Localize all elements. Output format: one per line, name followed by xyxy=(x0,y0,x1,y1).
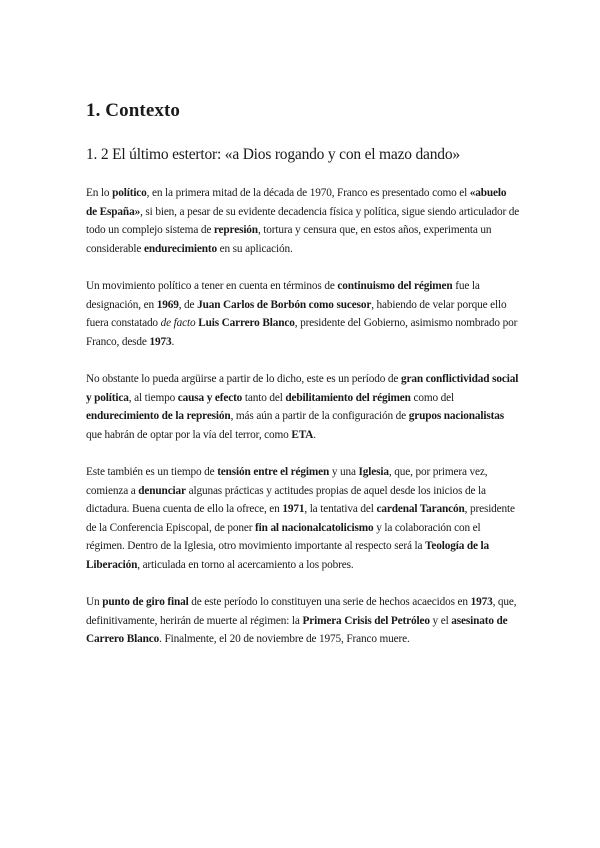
text-run: , al tiempo xyxy=(128,391,178,404)
paragraph-1 xyxy=(86,184,520,258)
bold-term: grupos nacionalistas xyxy=(408,410,504,422)
text-run: Este también es un tiempo de xyxy=(86,466,218,478)
bold-term: debilitamiento del régimen xyxy=(285,391,411,404)
paragraph-3 xyxy=(86,370,520,444)
bold-term: Primera Crisis del Petróleo xyxy=(302,614,430,627)
text-run: , presidente de la Conferencia Episcopal, de poner xyxy=(86,503,515,534)
bold-term: endurecimiento de la represión xyxy=(86,410,231,422)
body-text xyxy=(86,184,520,649)
bold-term: 1969 xyxy=(156,298,179,311)
paragraph-4 xyxy=(86,463,520,574)
bold-term: 1973 xyxy=(470,596,493,608)
bold-term: ETA xyxy=(291,428,314,441)
text-run: , habiendo de velar porque ello fuera constatado xyxy=(86,298,507,329)
text-run: en su aplicación. xyxy=(216,242,293,255)
bold-term: denunciar xyxy=(138,484,186,497)
text-run: , de xyxy=(178,298,198,311)
text-run: En lo xyxy=(86,187,113,199)
text-run: Un xyxy=(86,596,103,608)
text-run: tanto del xyxy=(242,391,286,404)
text-run: , presidente del Gobierno, asimismo nombrado por Franco, desde xyxy=(86,317,518,348)
bold-term: cardenal Tarancón xyxy=(376,503,465,515)
text-run: , articulada en torno al acercamiento a los pobres. xyxy=(137,558,354,571)
bold-term: continuismo del régimen xyxy=(337,280,453,292)
text-run: . Finalmente, el 20 de noviembre de 1975, Franco muere. xyxy=(159,633,410,645)
bold-term: tensión entre el régimen xyxy=(217,466,330,478)
text-run: y una xyxy=(329,466,359,478)
bold-term: represión xyxy=(213,224,258,236)
text-run: que habrán de optar por la vía del terror, como xyxy=(86,428,292,441)
bold-term: punto de giro final xyxy=(102,596,189,608)
bold-term: Luis Carrero Blanco xyxy=(198,317,295,329)
text-run: de este período lo constituyen una serie de hechos acaecidos en xyxy=(188,596,471,608)
section-heading: 1. Contexto xyxy=(86,100,180,121)
text-run: . xyxy=(313,428,316,441)
bold-term: asesinato de Carrero Blanco xyxy=(86,614,508,645)
text-run: , si bien, a pesar de su evidente decadencia física y política, sigue siendo articulador de todo un complejo sistema de xyxy=(86,205,520,236)
text-run: , que, por primera vez, comienza a xyxy=(86,466,488,497)
bold-term: gran conflictividad social y política xyxy=(86,373,519,404)
text-run: y la colaboración con el régimen. Dentro de la Iglesia, otro movimiento importante al respecto será la xyxy=(86,521,481,552)
bold-term: fin al nacionalcatolicismo xyxy=(255,521,374,534)
paragraph-2 xyxy=(86,277,520,351)
subsection-heading: 1. 2 El último estertor: «a Dios rogando y con el mazo dando» xyxy=(86,146,460,163)
bold-term: Iglesia xyxy=(358,466,389,478)
text-run: como del xyxy=(410,391,454,404)
bold-term: 1971 xyxy=(282,503,305,515)
text-run: y el xyxy=(429,614,452,627)
italic-term: de facto xyxy=(160,317,196,329)
text-run: , en la primera mitad de la década de 1970, Franco es presentado como el xyxy=(146,187,470,199)
text-run: Un movimiento político a tener en cuenta en términos de xyxy=(86,280,338,292)
bold-term: Teología de la Liberación xyxy=(86,540,490,571)
text-run: , la tentativa del xyxy=(304,503,377,515)
text-run: fue la designación, en xyxy=(86,280,480,311)
text-run: No obstante lo pueda argüirse a partir de lo dicho, este es un período de xyxy=(86,373,401,385)
bold-term: Juan Carlos de Borbón como sucesor xyxy=(197,298,372,311)
bold-term: 1973 xyxy=(149,335,172,348)
bold-term: político xyxy=(112,187,147,199)
text-run: . xyxy=(171,335,175,348)
text-run: , más aún a partir de la configuración de xyxy=(230,410,409,422)
text-run: , que, definitivamente, herirán de muerte al régimen: la xyxy=(86,596,517,627)
bold-term: endurecimiento xyxy=(143,242,217,255)
text-run: algunas prácticas y actitudes propias de aquel desde los inicios de la dictadura. Buena cuenta de ello la ofrece, en xyxy=(86,484,486,515)
bold-term: causa y efecto xyxy=(177,391,243,404)
bold-term: «abuelo de España» xyxy=(86,187,507,218)
paragraph-5 xyxy=(86,593,520,649)
text-run: , tortura y censura que, en estos años, experimenta un considerable xyxy=(86,224,492,255)
